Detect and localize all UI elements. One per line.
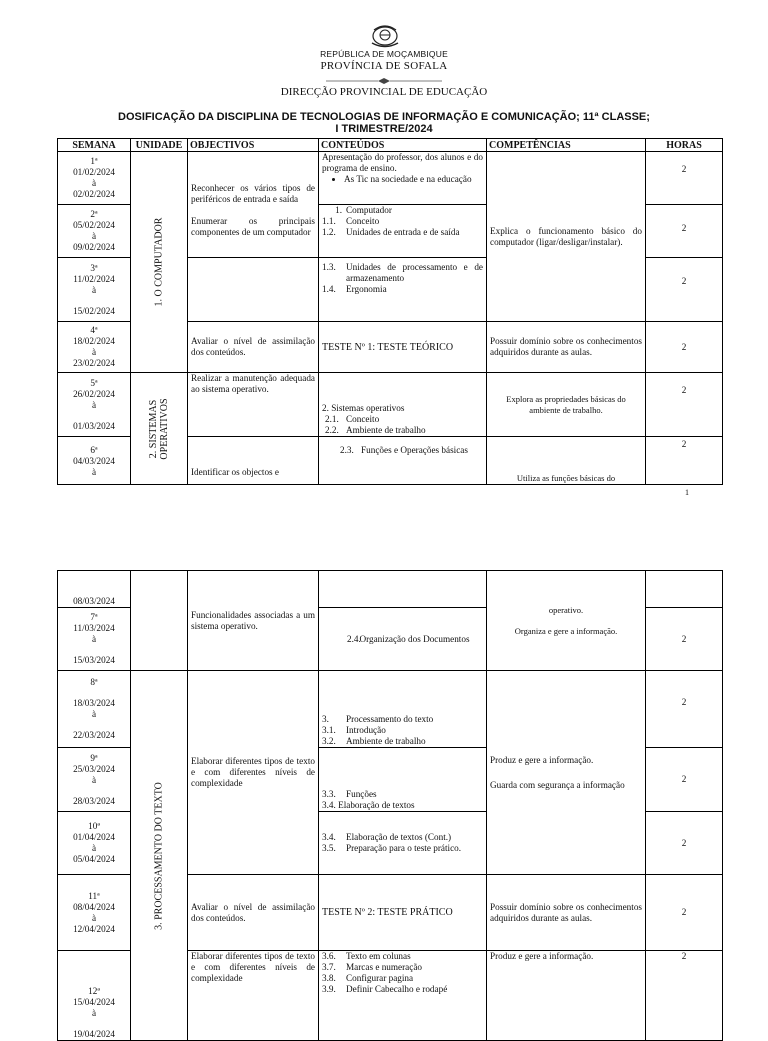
dosage-table-page-2	[57, 570, 723, 1041]
week-cell: 11ª 08/04/2024 à 12/04/2024	[58, 875, 131, 951]
coat-of-arms-icon	[368, 24, 402, 48]
competence-cell: Produz e gere a informação.	[487, 951, 646, 1041]
competence-cell: Possuir domínio sobre os conhecimentos adquiridos durante as aulas.	[487, 875, 646, 951]
week-cell: 6ª 04/03/2024 à	[58, 437, 131, 485]
week-cell: 08/03/2024	[58, 571, 131, 608]
col-objectivos: OBJECTIVOS	[188, 139, 319, 152]
hours-cell	[646, 571, 723, 608]
hours-cell: 2	[646, 322, 723, 373]
content-cell: 2.4. Organização dos Documentos	[319, 608, 487, 671]
table-row	[58, 373, 723, 437]
dosage-table-page-1	[57, 138, 723, 485]
objective-cell: Avaliar o nível de assimilação dos conteúdos.	[188, 322, 319, 373]
objective-cell: Elaborar diferentes tipos de texto e com diferentes níveis de complexidade	[188, 951, 319, 1041]
week-cell: 3ª 11/02/2024 à 15/02/2024	[58, 258, 131, 322]
hours-cell: 2	[646, 373, 723, 437]
col-semana: SEMANA	[58, 139, 131, 152]
unit-cell	[131, 373, 188, 485]
objective-cell: Enumerar os principais componentes de um computador	[188, 258, 319, 322]
week-cell: 10ª 01/04/2024 à 05/04/2024	[58, 812, 131, 875]
content-cell: 2. Sistemas operativos 2.1. Conceito 2.2. Ambiente de trabalho	[319, 373, 487, 437]
unit-cell	[131, 671, 188, 1041]
table-row	[58, 571, 723, 608]
unit-label: 3. PROCESSAMENTO DO TEXTO	[153, 781, 165, 930]
hours-cell: 2	[646, 437, 723, 485]
document-title	[0, 111, 768, 135]
col-competencias: COMPETÊNCIAS	[487, 139, 646, 152]
content-cell: 3.6. Texto em colunas 3.7. Marcas e numeração 3.8. Configurar pagina 3.9. Definir Cabecalho e rodapé	[319, 951, 487, 1041]
week-cell: 12ª 15/04/2024 à 19/04/2024	[58, 951, 131, 1041]
hours-cell: 2	[646, 812, 723, 875]
hours-cell: 2	[646, 205, 723, 258]
competence-cell: operativo. Organiza e gere a informação.	[487, 571, 646, 671]
hours-cell: 2	[646, 748, 723, 812]
week-cell: 7ª 11/03/2024 à 15/03/2024	[58, 608, 131, 671]
week-cell: 1ª 01/02/2024 à 02/02/2024	[58, 152, 131, 205]
hours-cell: 2	[646, 608, 723, 671]
objective-cell: Identificar os objectos e	[188, 437, 319, 485]
content-cell: 1.3. Unidades de processamento e de armazenamento 1.4. Ergonomia	[319, 258, 487, 322]
content-cell	[319, 571, 487, 608]
content-cell: TESTE Nº 2: TESTE PRÁTICO	[319, 875, 487, 951]
content-cell: 3.4. Elaboração de textos (Cont.) 3.5. Preparação para o teste prático.	[319, 812, 487, 875]
unit-label: 2. SISTEMAS OPERATIVOS	[148, 397, 170, 460]
title-line-1: DOSIFICAÇÃO DA DISCIPLINA DE TECNOLOGIAS DE INFORMAÇÃO E COMUNICAÇÃO; 11ª CLASSE;	[118, 111, 650, 123]
week-cell: 4ª 18/02/2024 à 23/02/2024	[58, 322, 131, 373]
competence-cell: Possuir domínio sobre os conhecimentos adquiridos durante as aulas.	[487, 322, 646, 373]
competence-cell: Explica o funcionamento básico do computador (ligar/desligar/instalar).	[487, 152, 646, 322]
hours-cell: 2	[646, 671, 723, 748]
week-cell: 2ª 05/02/2024 à 09/02/2024	[58, 205, 131, 258]
competence-cell: Produz e gere a informação. Guarda com segurança a informação	[487, 671, 646, 875]
unit-label: 1. O COMPUTADOR	[153, 217, 165, 307]
republic-label: REPÚBLICA DE MOÇAMBIQUE	[320, 49, 448, 59]
content-cell: 3.3. Funções 3.4. Elaboração de textos	[319, 748, 487, 812]
hours-cell: 2	[646, 951, 723, 1041]
divider-ornament-icon	[326, 78, 442, 84]
week-cell: 8ª 18/03/2024 à 22/03/2024	[58, 671, 131, 748]
competence-cell: Utiliza as funções básicas do	[487, 437, 646, 485]
hours-cell: 2	[646, 875, 723, 951]
content-cell: 2.3. Funções e Operações básicas	[319, 437, 487, 485]
table-row	[58, 671, 723, 748]
competence-cell: Explora as propriedades básicas do ambiente de trabalho.	[487, 373, 646, 437]
objective-cell: Avaliar o nível de assimilação dos conteúdos.	[188, 875, 319, 951]
hours-cell: 2	[646, 152, 723, 205]
objective-cell: Realizar a manutenção adequada ao sistema operativo.	[188, 373, 319, 437]
table-header-row	[58, 139, 723, 152]
objective-cell: Reconhecer os vários tipos de periféricos de entrada e saída	[188, 152, 319, 258]
content-cell: TESTE Nº 1: TESTE TEÓRICO	[319, 322, 487, 373]
title-line-2: I TRIMESTRE/2024	[335, 123, 433, 135]
col-conteudos: CONTEÚDOS	[319, 139, 487, 152]
col-unidade: UNIDADE	[131, 139, 188, 152]
page-number: 1	[685, 488, 689, 497]
week-cell: 9ª 25/03/2024 à 28/03/2024	[58, 748, 131, 812]
table-row	[58, 152, 723, 205]
unit-cell	[131, 571, 188, 671]
content-cell: 3. Processamento do texto 3.1. Introdução 3.2. Ambiente de trabalho	[319, 671, 487, 748]
province-label: PROVÍNCIA DE SOFALA	[320, 60, 448, 72]
content-cell: Apresentação do professor, dos alunos e do programa de ensino. • As Tic na sociedade e na educação	[319, 152, 487, 205]
col-horas: HORAS	[646, 139, 723, 152]
objective-cell: Funcionalidades associadas a um sistema operativo.	[188, 571, 319, 671]
content-cell: 1. Computador 1.1. Conceito 1.2. Unidades de entrada e de saída	[319, 205, 487, 258]
hours-cell: 2	[646, 258, 723, 322]
unit-cell	[131, 152, 188, 373]
directorate-label: DIRECÇÃO PROVINCIAL DE EDUCAÇÃO	[280, 86, 488, 98]
objective-cell: Elaborar diferentes tipos de texto e com diferentes níveis de complexidade	[188, 671, 319, 875]
week-cell: 5ª 26/02/2024 à 01/03/2024	[58, 373, 131, 437]
